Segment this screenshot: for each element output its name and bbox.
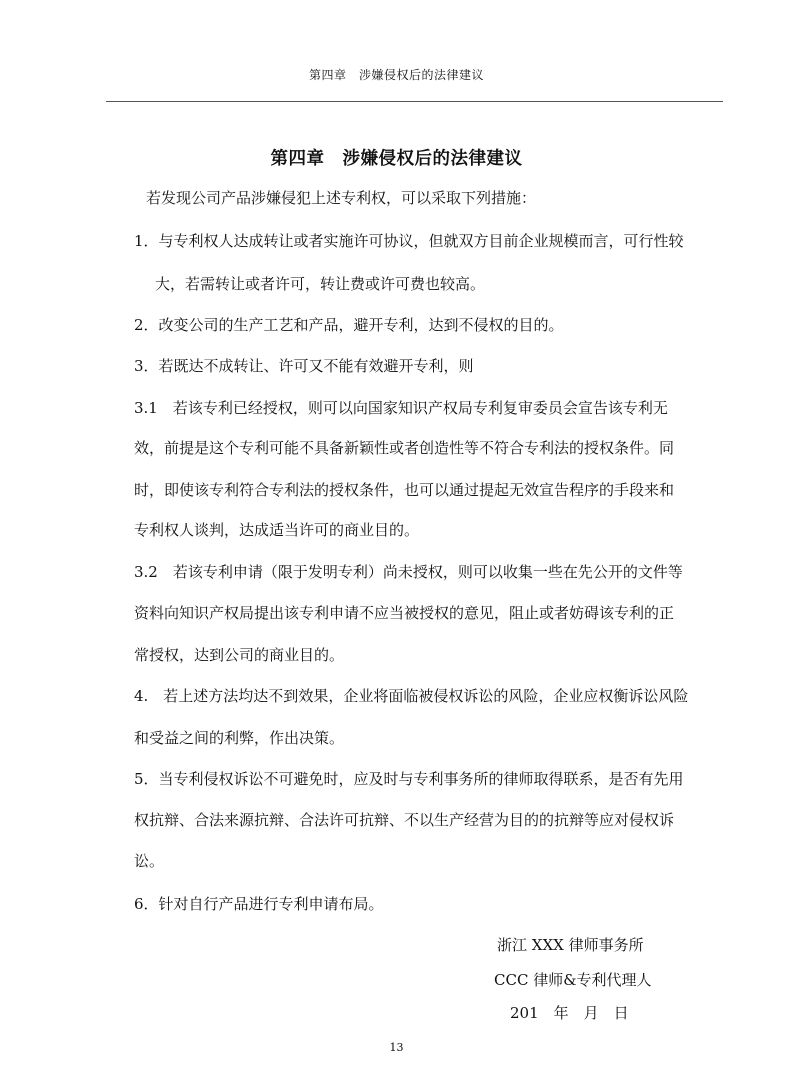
item-1-line-1: 1．与专利权人达成转让或者实施许可协议，但就双方目前企业规模而言，可行性较	[134, 232, 684, 250]
item-1-line-2: 大，若需转让或者许可，转让费或许可费也较高。	[155, 275, 486, 293]
signature-author: CCC 律师&专利代理人	[494, 971, 652, 989]
item-2: 2．改变公司的生产工艺和产品，避开专利，达到不侵权的目的。	[134, 316, 564, 334]
signature-date: 201 年 月 日	[510, 1004, 629, 1022]
intro-paragraph: 若发现公司产品涉嫌侵犯上述专利权，可以采取下列措施：	[146, 189, 537, 207]
item-6: 6．针对自行产品进行专利申请布局。	[134, 895, 384, 913]
item-4-line-1: 4. 若上述方法均达不到效果，企业将面临被侵权诉讼的风险，企业应权衡诉讼风险	[134, 687, 689, 705]
item-5-line-1: 5．当专利侵权诉讼不可避免时，应及时与专利事务所的律师取得联系，是否有先用	[134, 770, 684, 788]
item-3-1-line-4: 专利权人谈判，达成适当许可的商业目的。	[134, 521, 420, 539]
header-divider	[106, 101, 723, 102]
item-3-2-line-2: 资料向知识产权局提出该专利申请不应当被授权的意见，阻止或者妨碍该专利的正	[134, 604, 675, 622]
item-3-1-line-2: 效，前提是这个专利可能不具备新颖性或者创造性等不符合专利法的授权条件。同	[134, 439, 675, 457]
item-3-1-line-3: 时，即使该专利符合专利法的授权条件，也可以通过提起无效宣告程序的手段来和	[134, 481, 675, 499]
chapter-title: 第四章 涉嫌侵权后的法律建议	[270, 149, 523, 169]
item-3-1-line-1: 3.1 若该专利已经授权，则可以向国家知识产权局专利复审委员会宣告该专利无	[134, 399, 668, 417]
page-number: 13	[389, 1041, 404, 1054]
signature-firm: 浙江 XXX 律师事务所	[497, 936, 644, 954]
item-3-2-line-1: 3.2 若该专利申请（限于发明专利）尚未授权，则可以收集一些在先公开的文件等	[134, 563, 683, 581]
item-5-line-3: 讼。	[134, 852, 165, 870]
item-3: 3．若既达不成转让、许可又不能有效避开专利，则	[134, 357, 474, 375]
running-header: 第四章 涉嫌侵权后的法律建议	[308, 68, 484, 82]
item-4-line-2: 和受益之间的利弊，作出决策。	[134, 729, 345, 747]
item-5-line-2: 权抗辩、合法来源抗辩、合法许可抗辩、不以生产经营为目的的抗辩等应对侵权诉	[134, 811, 675, 829]
item-3-2-line-3: 常授权，达到公司的商业目的。	[134, 646, 345, 664]
